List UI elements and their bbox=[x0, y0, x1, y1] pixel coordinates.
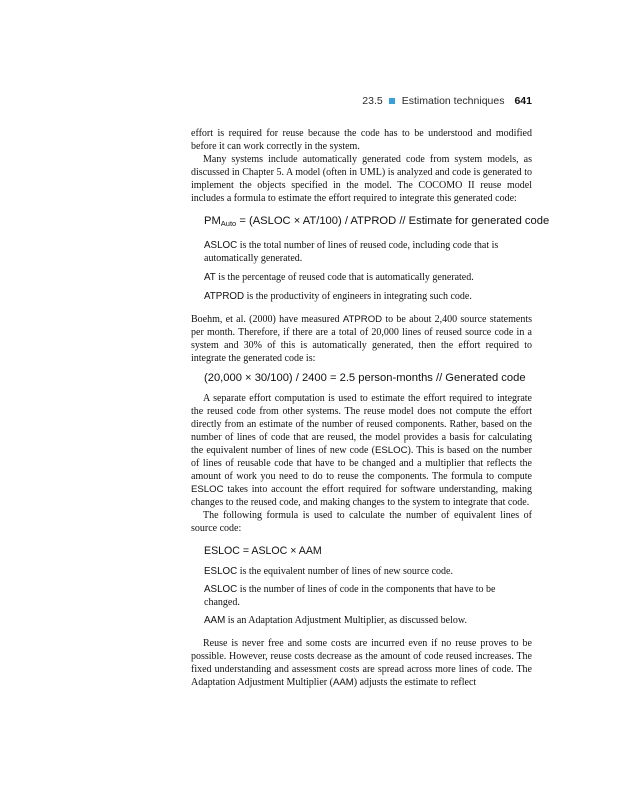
body-text bbox=[191, 127, 550, 689]
page-number: 641 bbox=[514, 95, 532, 107]
definition-item: ESLOC is the equivalent number of lines of new source code. bbox=[204, 565, 453, 577]
paragraph: effort is required for reuse because the code has to be understood and modified before it can work correctly in the system. bbox=[191, 128, 532, 153]
section-number: 23.5 bbox=[362, 95, 383, 107]
paragraph: Many systems include automatically generated code from system models, as discussed in Chapter 5. A model (often in UML) is analyzed and code is generated to implement the objects specified in the model. The COCOMO II reuse model includes a formula to estimate the effort required to integrate this generated code: bbox=[191, 154, 532, 205]
running-header bbox=[362, 94, 532, 108]
section-title: Estimation techniques bbox=[401, 95, 505, 107]
formula-esloc: ESLOC = ASLOC × AAM bbox=[204, 544, 322, 557]
definition-item: ASLOC is the number of lines of code in the components that have to be changed. bbox=[204, 583, 496, 608]
formula-pm-auto: $PM_{Auto}$ = (ASLOC × AT/100) / ATPROD // Estimate for generated code bbox=[204, 214, 550, 228]
formula-generated-code: (20,000 × 30/100) / 2400 = 2.5 person-months // Generated code bbox=[204, 372, 526, 385]
definition-item: AAM is an Adaptation Adjustment Multiplier, as discussed below. bbox=[204, 614, 467, 626]
paragraph: A separate effort computation is used to estimate the effort required to integrate the reused code from other systems. The reuse model does not compute the effort directly from an estimate of the number of reused components. Rather, based on the number of lines of code that are reused, the model provides a basis for calculating the equivalent number of lines of new code (ESLOC). This is based on the number of lines of reusable code that have to be changed and a multiplier that reflects the amount of work you need to do to reuse the components. The formula to compute ESLOC takes into account the effort required for software understanding, making changes to the reused code, and making changes to the system to integrate that code. bbox=[191, 392, 533, 509]
paragraph: Boehm, et al. (2000) have measured ATPROD to be about 2,400 source statements per month. Therefore, if there are a total of 20,000 lines of reused source code in a system and 30% of this is automatically generated, then the effort required to integrate the generated code is: bbox=[191, 314, 532, 365]
square-bullet-icon bbox=[389, 98, 395, 104]
definition-item: AT is the percentage of reused code that is automatically generated. bbox=[204, 271, 474, 283]
paragraph: Reuse is never free and some costs are incurred even if no reuse proves to be possible. However, reuse costs decrease as the amount of code reused increases. The fixed understanding and assessment costs are spread across more lines of code. The Adaptation Adjustment Multiplier (AAM) adjusts the estimate to reflect bbox=[191, 638, 532, 689]
definition-item: ASLOC is the total number of lines of reused code, including code that is automatically generated. bbox=[204, 239, 499, 264]
definition-item: ATPROD is the productivity of engineers in integrating such code. bbox=[204, 290, 472, 302]
paragraph: The following formula is used to calculate the number of equivalent lines of source code: bbox=[191, 510, 532, 535]
